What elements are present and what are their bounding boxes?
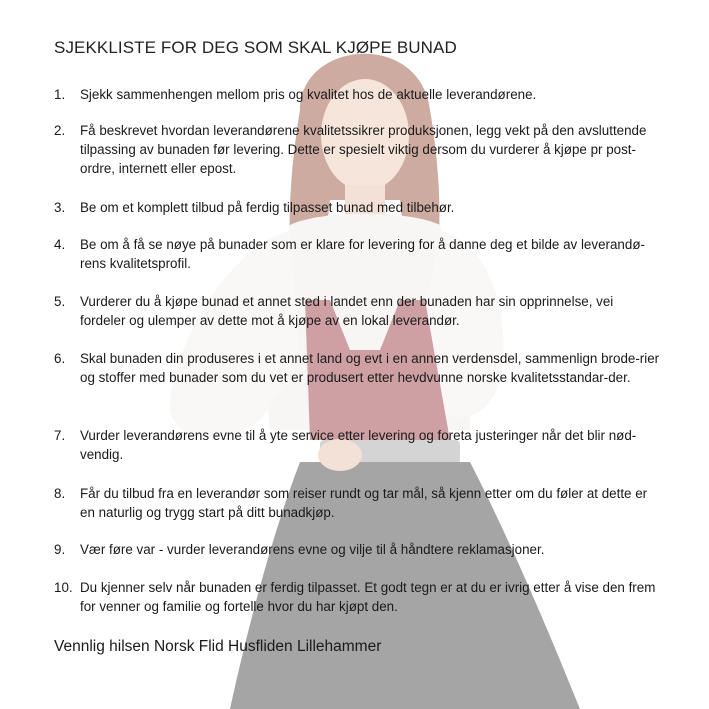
item-number: 5. [54,294,66,309]
item-text: Vurderer du å kjøpe bunad et annet sted i landet enn der bunaden har sin opprinnelse, vei fordeler og ulemper av dette mot å kjøpe av en lokal leverandør. [80,294,614,328]
item-text: Be om et komplett tilbud på ferdig tilpasset bunad med tilbehør. [80,200,455,215]
list-item [54,292,662,330]
item-text: Vurder leverandørens evne til å yte service etter levering og foreta justeringer når det blir nød-vendig. [80,428,637,462]
signature: Vennlig hilsen Norsk Flid Husfliden Lillehammer [54,638,382,655]
page-title: SJEKKLISTE FOR DEG SOM SKAL KJØPE BUNAD [54,38,457,57]
item-text: Sjekk sammenhengen mellom pris og kvalitet hos de aktuelle leverandørene. [80,87,537,102]
list-item [54,349,662,387]
item-number: 8. [54,486,66,501]
list-item [54,198,662,217]
item-number: 6. [54,351,66,366]
list-item [54,426,662,464]
list-item [54,235,662,273]
item-number: 1. [54,87,66,102]
item-number: 2. [54,123,66,138]
item-text: Du kjenner selv når bunaden er ferdig tilpasset. Et godt tegn er at du er ivrig etter å vise den frem for venner og familie og fortelle hvor du har kjøpt den. [80,580,656,614]
item-number: 9. [54,542,66,557]
item-text: Få beskrevet hvordan leverandørene kvalitetssikrer produksjonen, legg vekt på den avsluttende tilpassing av bunaden før levering. Dette er spesielt viktig dersom du vurderer å kjøpe pr post-ordre, internett eller epost. [80,123,647,176]
list-item [54,484,662,522]
item-number: 3. [54,200,66,215]
item-text: Be om å få se nøye på bunader som er klare for levering for å danne deg et bilde av leverandø-rens kvalitetsprofil. [80,237,645,271]
item-number: 4. [54,237,66,252]
list-item [54,121,662,178]
list-item [54,578,662,616]
item-number: 10. [54,580,73,595]
item-text: Vær føre var - vurder leverandørens evne og vilje til å håndtere reklamasjoner. [80,542,545,557]
list-item [54,85,662,104]
item-text: Skal bunaden din produseres i et annet land og evt i en annen verdensdel, sammenlign brode-rier og stoffer med bunader som du vet er produsert etter hevdvunne norske kvalitetsstandar-der. [80,351,660,385]
item-text: Får du tilbud fra en leverandør som reiser rundt og tar mål, så kjenn etter om du føler at dette er en naturlig og trygg start på ditt bunadkjøp. [80,486,648,520]
list-item [54,540,662,559]
item-number: 7. [54,428,66,443]
